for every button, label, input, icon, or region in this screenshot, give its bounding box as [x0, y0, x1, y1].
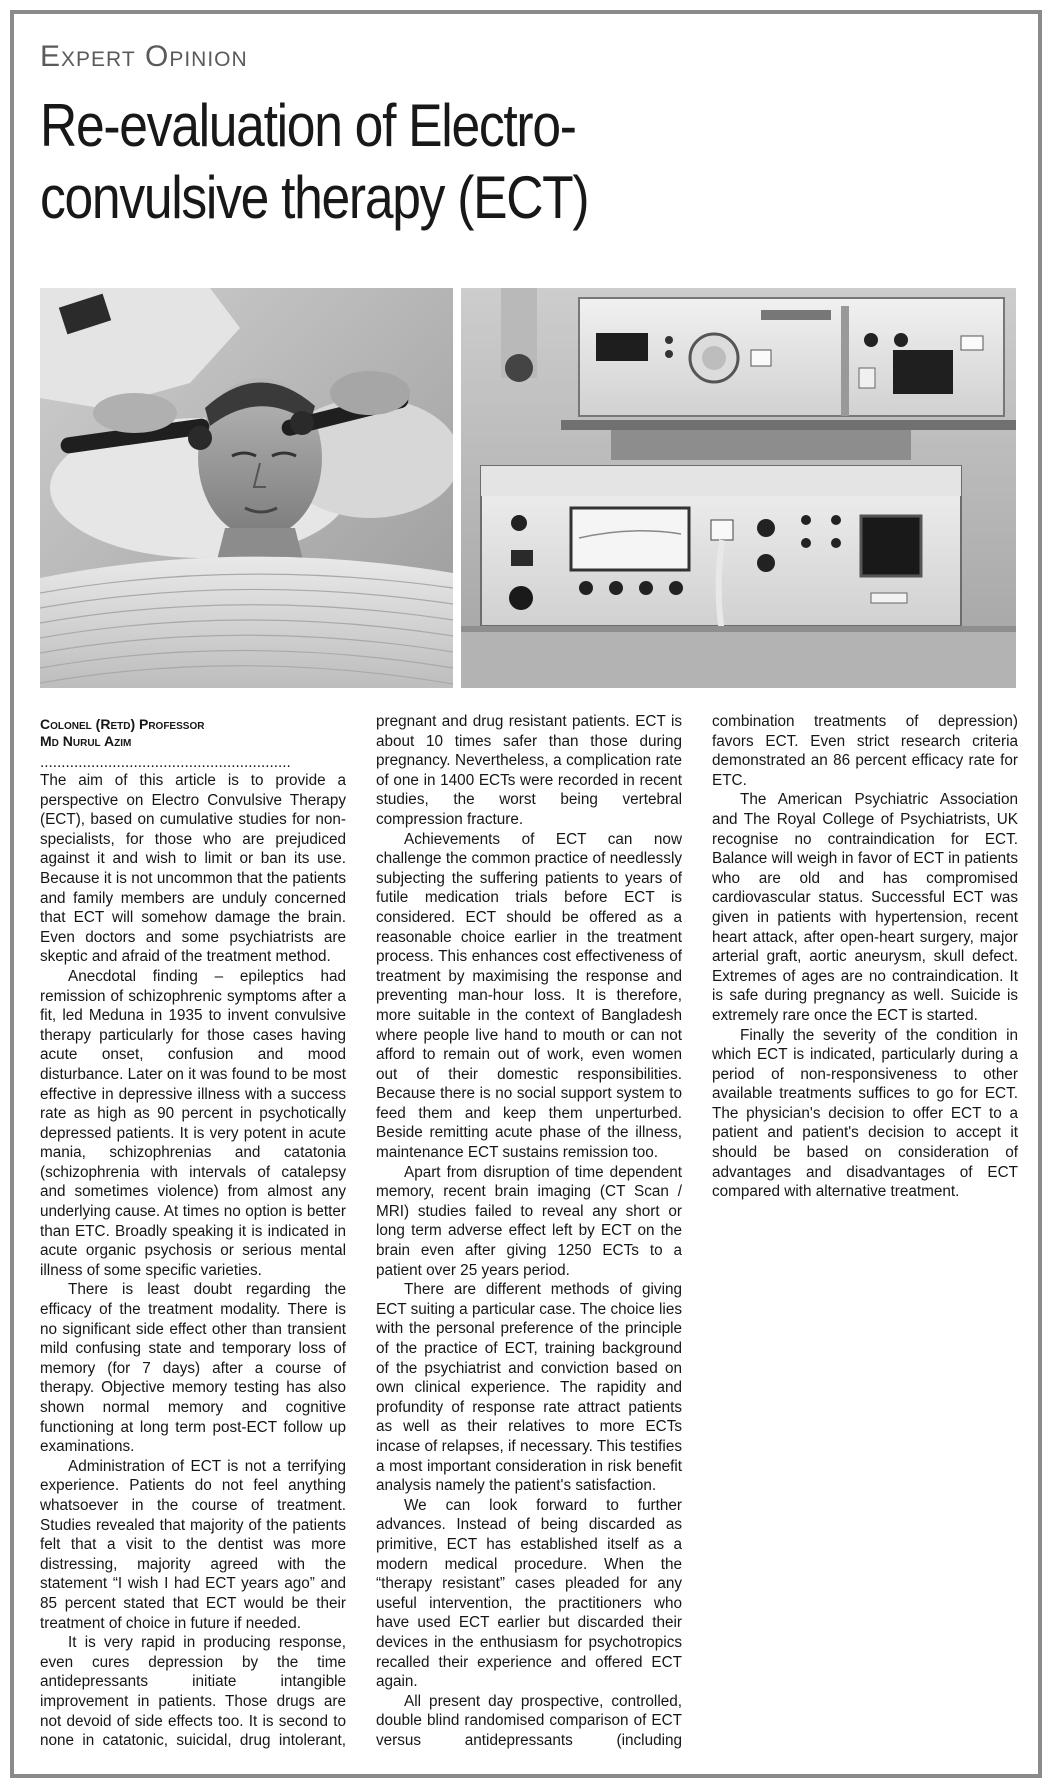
paragraph: The American Psychiatric Association and The Royal College of Psychiatrists, UK recognise no contraindication for ECT. Balance will weigh in favor of ECT in patients who are old and has compromised cardiovascular status. Successful ECT was given in patients with hypertension, recent heart attack, after open-heart surgery, major arterial graft, aortic aneurysm, skull defect. Extremes of ages are no contraindication. It is safe during pregnancy as well. Suicide is extremely rare once the ECT is started.: [712, 791, 1018, 1024]
paragraph: There are different methods of giving ECT suiting a particular case. The choice lies with the personal preference of the principle of the practice of ECT, training background of the psychiatrist and conviction based on own clinical experience. The rapidity and profundity of response rate attract patients as well as their relatives to more ECTs incase of relapses, if necessary. This testifies a most important consideration in risk benefit analysis namely the patient's satisfaction.: [376, 1281, 682, 1495]
paragraph: Administration of ECT is not a terrifying experience. Patients do not feel anything whatsoever in the course of treatment. Studies revealed that majority of the patients felt that a visit to the dentist was more distressing, majority agreed with the statement “I wish I had ECT years ago” and 85 percent stated that ECT would be their treatment of choice in future if needed.: [40, 1457, 346, 1632]
article-body: [40, 712, 1018, 1752]
headline: [40, 90, 883, 234]
paragraph: Anecdotal finding – epileptics had remission of schizophrenic symptoms after a fit, led Meduna in 1935 to invent convulsive therapy particularly for those cases having acute onset, confusion and mood disturbance. Later on it was found to be most effective in depressive illness with a success rate as high as 90 percent in psychotically depressed patients. It is very potent in acute mania, schizophrenias and catatonia (schizophrenia with intervals of catalepsy and sometimes violence) from almost any underlying cause. At times no option is better than ETC. Broadly speaking it is indicated in acute organic psychosis or serious mental illness of some specific varieties.: [40, 967, 346, 1279]
photo-ect-machines: [461, 288, 1016, 688]
ect-machine-illustration: [461, 288, 1016, 688]
paragraph: It is very rapid in producing response, even cures depression by the time antidepressants initiate intangible improvement in patients. Those drugs are not devoid of side effects too. It is second to none in catatonic, suicidal, drug intolerant, pregnant and drug resistant patients. ECT is about 10 times safer than those during pregnancy. Nevertheless, a complication rate of one in 1400 ECTs were recorded in recent studies, the worst being vertebral compression fracture.: [40, 713, 682, 1750]
paragraph: Finally the severity of the condition in which ECT is indicated, particularly during a period of non-responsiveness to other available treatments suffices to go for ECT. The physician's decision to offer ECT to a patient and patient's decision to accept it should be based on consideration of advantages and disadvantages of ECT compared with alternative treatment.: [712, 1026, 1018, 1201]
paragraph: We can look forward to further advances. Instead of being discarded as primitive, ECT has established itself as a modern medical procedure. When the “therapy resistant” cases pleaded for any useful intervention, the practitioners who have used ECT earlier but discarded their devices in the enthusiasm for psychotropics recalled their experience and offered ECT again.: [376, 1496, 682, 1691]
section-label: Expert Opinion: [40, 40, 248, 73]
photo-patient-electrodes: [40, 288, 453, 688]
paragraph: The aim of this article is to provide a perspective on Electro Convulsive Therapy (ECT), based on cumulative studies for non-specialists, for those who are prejudiced against it and wish to limit or ban its use. Because it is not uncommon that the patients and family members are unduly concerned that ECT will somehow damage the brain. Even doctors and some psychiatrists are skeptic and afraid of the treatment method.: [40, 772, 346, 966]
paragraph: Apart from disruption of time dependent memory, recent brain imaging (CT Scan / MRI) studies failed to reveal any short or long term adverse effect left by ECT on the brain even after giving 1250 ECTs to a patient over 25 years period.: [376, 1163, 682, 1279]
patient-illustration: [40, 288, 453, 688]
paragraph: Achievements of ECT can now challenge the common practice of needlessly subjecting the suffering patients to years of futile medication trials before ECT is considered. ECT should be offered as a reasonable choice earlier in the treatment process. This enhances cost effectiveness of treatment by maximising the response and preventing man-hour loss. It is therefore, more suitable in the context of Bangladesh where people live hand to mouth or can not afford to remain out of work, even women out of their domestic responsibilities. Because there is no social support system to feed them and keep them unperturbed. Beside remitting acute phase of the illness, maintenance ECT sustains remission too.: [376, 830, 682, 1162]
headline-line-1: Re-evaluation of Electro-: [40, 92, 576, 159]
headline-line-2: convulsive therapy (ECT): [40, 164, 589, 231]
byline-author: Md Nurul Azim: [40, 733, 132, 749]
byline: [40, 716, 346, 750]
paragraph: All present day prospective, controlled, double blind randomised comparison of ECT versus antidepressants (including combination treatments of depression) favors ECT. Even strict research criteria demonstrated an 86 percent efficacy rate for ETC.: [376, 713, 1018, 1749]
byline-separator: ...........................................................: [40, 754, 291, 771]
paragraph: There is least doubt regarding the efficacy of the treatment modality. There is no significant side effect other than transient mild confusing state and temporary loss of memory (for 7 days) after a course of therapy. Objective memory testing has also shown normal memory and cognitive functioning at long term post-ECT follow up examinations.: [40, 1281, 346, 1456]
byline-title: Colonel (Retd) Professor: [40, 716, 205, 732]
